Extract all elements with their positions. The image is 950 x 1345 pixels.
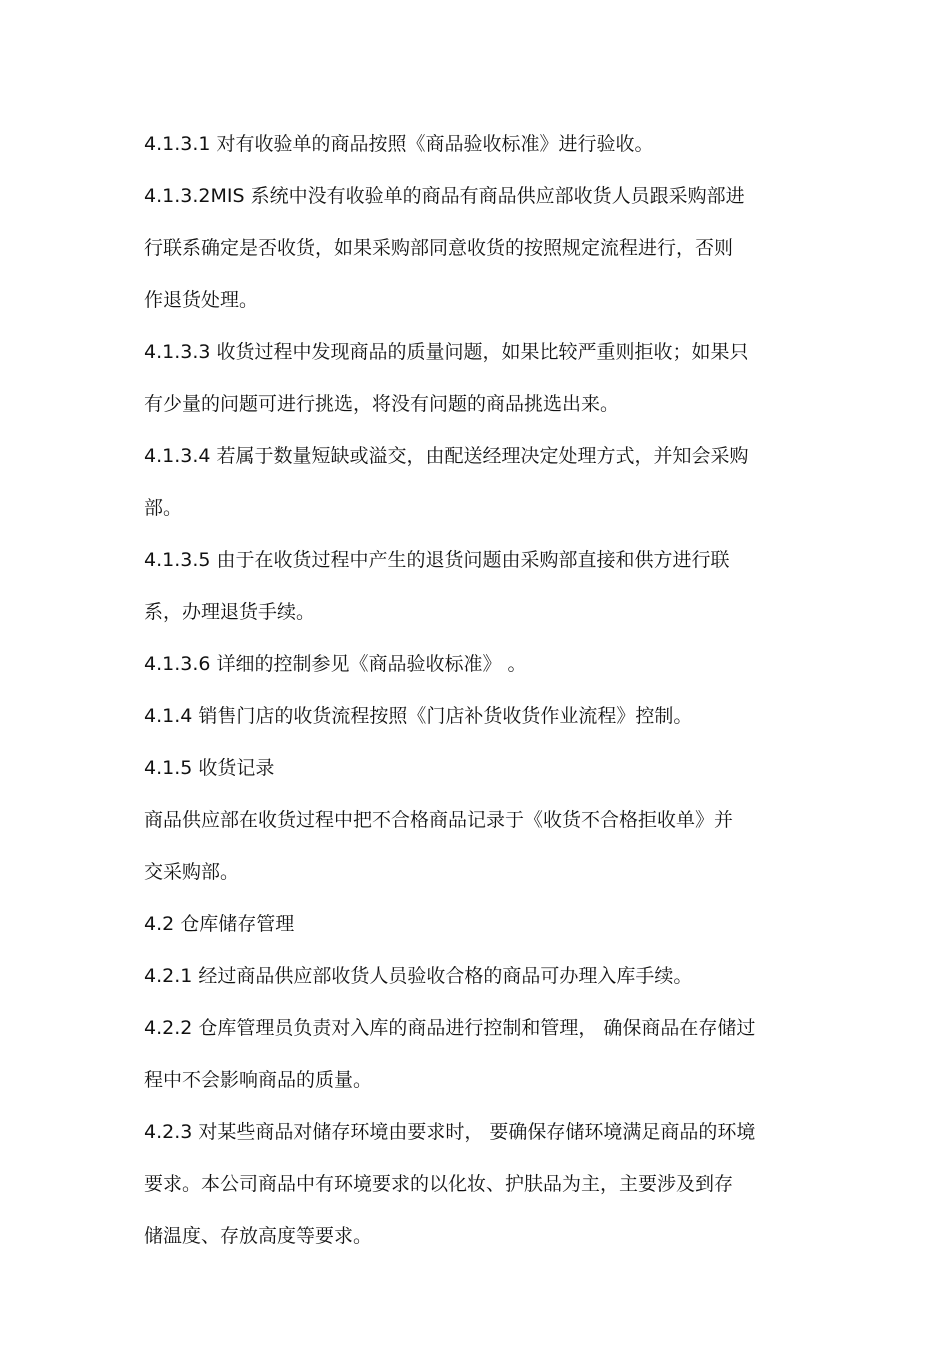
- text-line: 4.1.3.5 由于在收货过程中产生的退货问题由采购部直接和供方进行联: [144, 549, 730, 571]
- text-line: 4.1.3.6 详细的控制参见《商品验收标准》 。: [144, 653, 527, 675]
- text-line: 4.1.3.1 对有收验单的商品按照《商品验收标准》进行验收。: [144, 133, 654, 155]
- text-line: 4.2 仓库储存管理: [144, 913, 295, 935]
- text-line: 4.2.2 仓库管理员负责对入库的商品进行控制和管理， 确保商品在存储过: [144, 1017, 756, 1039]
- text-line: 程中不会影响商品的质量。: [144, 1069, 373, 1091]
- text-line: 4.1.3.4 若属于数量短缺或溢交，由配送经理决定处理方式，并知会采购: [144, 445, 749, 467]
- text-line: 商品供应部在收货过程中把不合格商品记录于《收货不合格拒收单》并: [144, 809, 734, 831]
- text-line: 4.2.3 对某些商品对储存环境由要求时， 要确保存储环境满足商品的环境: [144, 1121, 756, 1143]
- text-line: 4.1.4 销售门店的收货流程按照《门店补货收货作业流程》控制。: [144, 705, 693, 727]
- text-line: 4.2.1 经过商品供应部收货人员验收合格的商品可办理入库手续。: [144, 965, 693, 987]
- text-line: 要求。本公司商品中有环境要求的以化妆、护肤品为主，主要涉及到存: [144, 1173, 734, 1195]
- text-line: 交采购部。: [144, 861, 240, 883]
- text-line: 有少量的问题可进行挑选，将没有问题的商品挑选出来。: [144, 393, 620, 415]
- text-line: 部。: [144, 497, 183, 519]
- text-line: 4.1.3.2MIS 系统中没有收验单的商品有商品供应部收货人员跟采购部进: [144, 185, 745, 207]
- text-line: 4.1.3.3 收货过程中发现商品的质量问题，如果比较严重则拒收；如果只: [144, 341, 749, 363]
- text-line: 作退货处理。: [144, 289, 259, 311]
- document-body: [144, 124, 844, 1268]
- text-line: 4.1.5 收货记录: [144, 757, 275, 779]
- text-line: 行联系确定是否收货，如果采购部同意收货的按照规定流程进行，否则: [144, 237, 734, 259]
- text-line: 储温度、存放高度等要求。: [144, 1225, 373, 1247]
- text-line: 系，办理退货手续。: [144, 601, 316, 623]
